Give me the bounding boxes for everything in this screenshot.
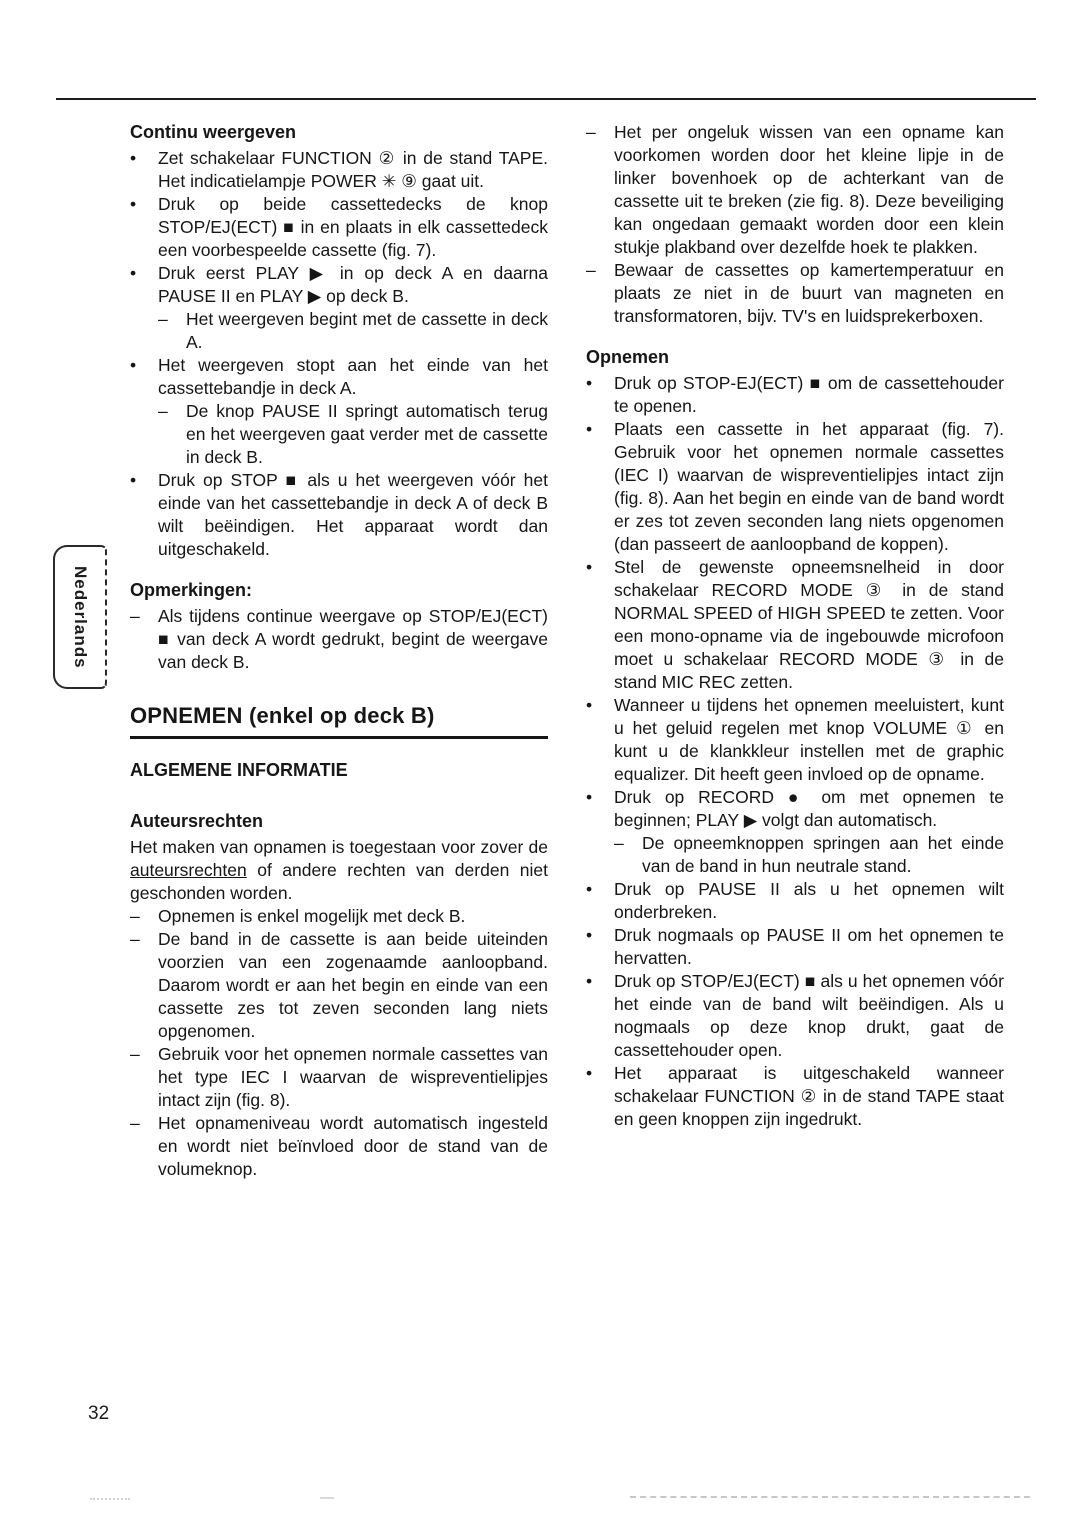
bullet-marker: •: [586, 419, 593, 439]
bullet-marker: •: [586, 971, 593, 991]
list-item-text: Druk eerst PLAY ▶ in op deck A en daarna PAUSE II en PLAY ▶ op deck B.: [158, 263, 548, 306]
paragraph-text: of andere rechten van derden niet geschonden worden.: [130, 860, 548, 903]
list-item-text: Druk op STOP-EJ(ECT) ■ om de cassettehouder te openen.: [614, 373, 1004, 416]
list-item-text: Het per ongeluk wissen van een opname kan voorkomen worden door het kleine lipje in de linker bovenhoek op de achterkant van de cassette uit te breken (zie fig. 8). Deze beveiliging kan ongedaan gemaakt worden door een klein stukje plakband over dezelfde hoek te plakken.: [614, 122, 1004, 257]
list-item-text: Het weergeven begint met de cassette in deck A.: [186, 309, 548, 352]
list-item-text: Opnemen is enkel mogelijk met deck B.: [158, 906, 466, 926]
list-subitem: [586, 832, 1004, 878]
bullet-marker: •: [586, 373, 593, 393]
text-columns: [130, 121, 1004, 1181]
list-item-text: Het apparaat is uitgeschakeld wanneer schakelaar FUNCTION ② in de stand TAPE staat en geen knoppen zijn ingedrukt.: [614, 1063, 1004, 1129]
bullet-marker: •: [586, 557, 593, 577]
list-item: [130, 469, 548, 561]
bullet-marker: •: [130, 355, 137, 375]
list-item-text: De band in de cassette is aan beide uiteinden voorzien van een zogenaamde aanloopband. Daarom wordt er aan het begin en einde van een cassette zes tot zeven seconden lang niets opgenomen.: [158, 929, 548, 1041]
list-item: [586, 924, 1004, 970]
list-item-text: Het opnameniveau wordt automatisch ingesteld en wordt niet beïnvloed door de stand van de volumeknop.: [158, 1113, 548, 1179]
dash-marker: –: [130, 1044, 140, 1064]
list-subitem: [130, 400, 548, 469]
scan-artifact: [320, 1497, 334, 1499]
bullet-marker: •: [586, 879, 593, 899]
dash-marker: –: [130, 606, 140, 626]
section-heading-opmerkingen: Opmerkingen:: [130, 580, 253, 600]
dash-marker: –: [130, 906, 140, 926]
list-item-text: Stel de gewenste opneemsnelheid in door schakelaar RECORD MODE ③ in de stand NORMAL SPEED of HIGH SPEED te zetten. Voor een mono-opname via de ingebouwde microfoon moet u schakelaar RECORD MODE ③ in de stand MIC REC zetten.: [614, 557, 1004, 692]
dash-marker: –: [158, 309, 168, 329]
list-item: [130, 262, 548, 308]
dash-marker: –: [586, 260, 596, 280]
list-item-text: Plaats een cassette in het apparaat (fig. 7). Gebruik voor het opnemen normale cassettes (IEC I) waarvan de wispreventielipjes intact zijn (fig. 8). Aan het begin en einde van de band wordt er zes tot zeven seconden lang niets opgenomen (dan passeert de aanloopband de koppen).: [614, 419, 1004, 554]
list-item: [586, 878, 1004, 924]
list-subitem: [130, 308, 548, 354]
top-divider: [56, 98, 1036, 100]
list-item-text: Bewaar de cassettes op kamertemperatuur en plaats ze niet in de buurt van magneten en transformatoren, bijv. TV's en luidsprekerboxen.: [614, 260, 1004, 326]
list-item: [130, 928, 548, 1043]
list-item-text: Als tijdens continue weergave op STOP/EJ(ECT) ■ van deck A wordt gedrukt, begint de weergave van deck B.: [158, 606, 548, 672]
paragraph-text: Het maken van opnamen is toegestaan voor zover de: [130, 837, 548, 857]
list-item-text: Wanneer u tijdens het opnemen meeluistert, kunt u het geluid regelen met knop VOLUME ① en kunt u de klankkleur instellen met de graphic equalizer. Dit heeft geen invloed op de opname.: [614, 695, 1004, 784]
list-item-text: Zet schakelaar FUNCTION ② in de stand TAPE. Het indicatielampje POWER ✳ ⑨ gaat uit.: [158, 148, 548, 191]
list-item: [130, 1043, 548, 1112]
list-item-text: Druk op RECORD ● om met opnemen te beginnen; PLAY ▶ volgt dan automatisch.: [614, 787, 1004, 830]
bullet-marker: •: [586, 787, 593, 807]
list-item: [586, 418, 1004, 556]
list-item: [130, 354, 548, 400]
list-item: [586, 121, 1004, 259]
bullet-marker: •: [586, 1063, 593, 1083]
section-heading-opnemen: Opnemen: [586, 347, 670, 367]
dash-marker: –: [130, 929, 140, 949]
dash-marker: –: [614, 833, 624, 853]
list-item: [130, 147, 548, 193]
scan-artifact: [90, 1498, 130, 1500]
list-item-text: De knop PAUSE II springt automatisch terug en het weergeven gaat verder met de cassette in deck B.: [186, 401, 548, 467]
list-item: [586, 694, 1004, 786]
list-item: [586, 372, 1004, 418]
section-heading-algemene-informatie: ALGEMENE INFORMATIE: [130, 760, 348, 780]
list-item: [586, 1062, 1004, 1131]
right-column: [586, 121, 1004, 1181]
section-heading-continu: Continu weergeven: [130, 122, 297, 142]
dash-marker: –: [586, 122, 596, 142]
list-item-text: Druk op STOP ■ als u het weergeven vóór het einde van het cassettebandje in deck A of deck B wilt beëindigen. Het apparaat wordt dan uitgeschakeld.: [158, 470, 548, 559]
copyright-paragraph: [130, 836, 548, 905]
bullet-marker: •: [130, 470, 137, 490]
left-column: [130, 121, 548, 1181]
dash-marker: –: [158, 401, 168, 421]
chapter-title-opnemen: OPNEMEN (enkel op deck B): [130, 704, 548, 739]
list-item: [586, 970, 1004, 1062]
list-item: [586, 556, 1004, 694]
list-item-text: Druk nogmaals op PAUSE II om het opnemen te hervatten.: [614, 925, 1004, 968]
bullet-marker: •: [130, 263, 137, 283]
bullet-marker: •: [130, 194, 137, 214]
list-item: [586, 786, 1004, 832]
bullet-marker: •: [586, 695, 593, 715]
page-number: 32: [88, 1403, 110, 1424]
list-item: [130, 193, 548, 262]
scan-artifact: [630, 1496, 1030, 1498]
list-item-text: Druk op PAUSE II als u het opnemen wilt onderbreken.: [614, 879, 1004, 922]
language-tab-label: Nederlands: [71, 565, 90, 669]
list-item-text: Gebruik voor het opnemen normale cassettes van het type IEC I waarvan de wispreventielipjes intact zijn (fig. 8).: [158, 1044, 548, 1110]
list-item-text: Druk op STOP/EJ(ECT) ■ als u het opnemen vóór het einde van de band wilt beëindigen. Als u nogmaals op deze knop drukt, gaat de cassettehouder open.: [614, 971, 1004, 1060]
list-item-text: De opneemknoppen springen aan het einde van de band in hun neutrale stand.: [642, 833, 1004, 876]
list-item: [130, 1112, 548, 1181]
bullet-marker: •: [130, 148, 137, 168]
bullet-marker: •: [586, 925, 593, 945]
list-item: [130, 605, 548, 674]
list-item-text: Druk op beide cassettedecks de knop STOP/EJ(ECT) ■ in en plaats in elk cassettedeck een voorbespeelde cassette (fig. 7).: [158, 194, 548, 260]
dash-marker: –: [130, 1113, 140, 1133]
underlined-word: auteursrechten: [130, 860, 247, 880]
section-heading-auteursrechten: Auteursrechten: [130, 811, 264, 831]
list-item: [130, 905, 548, 928]
list-item: [586, 259, 1004, 328]
language-tab: [53, 545, 107, 689]
list-item-text: Het weergeven stopt aan het einde van het cassettebandje in deck A.: [158, 355, 548, 398]
